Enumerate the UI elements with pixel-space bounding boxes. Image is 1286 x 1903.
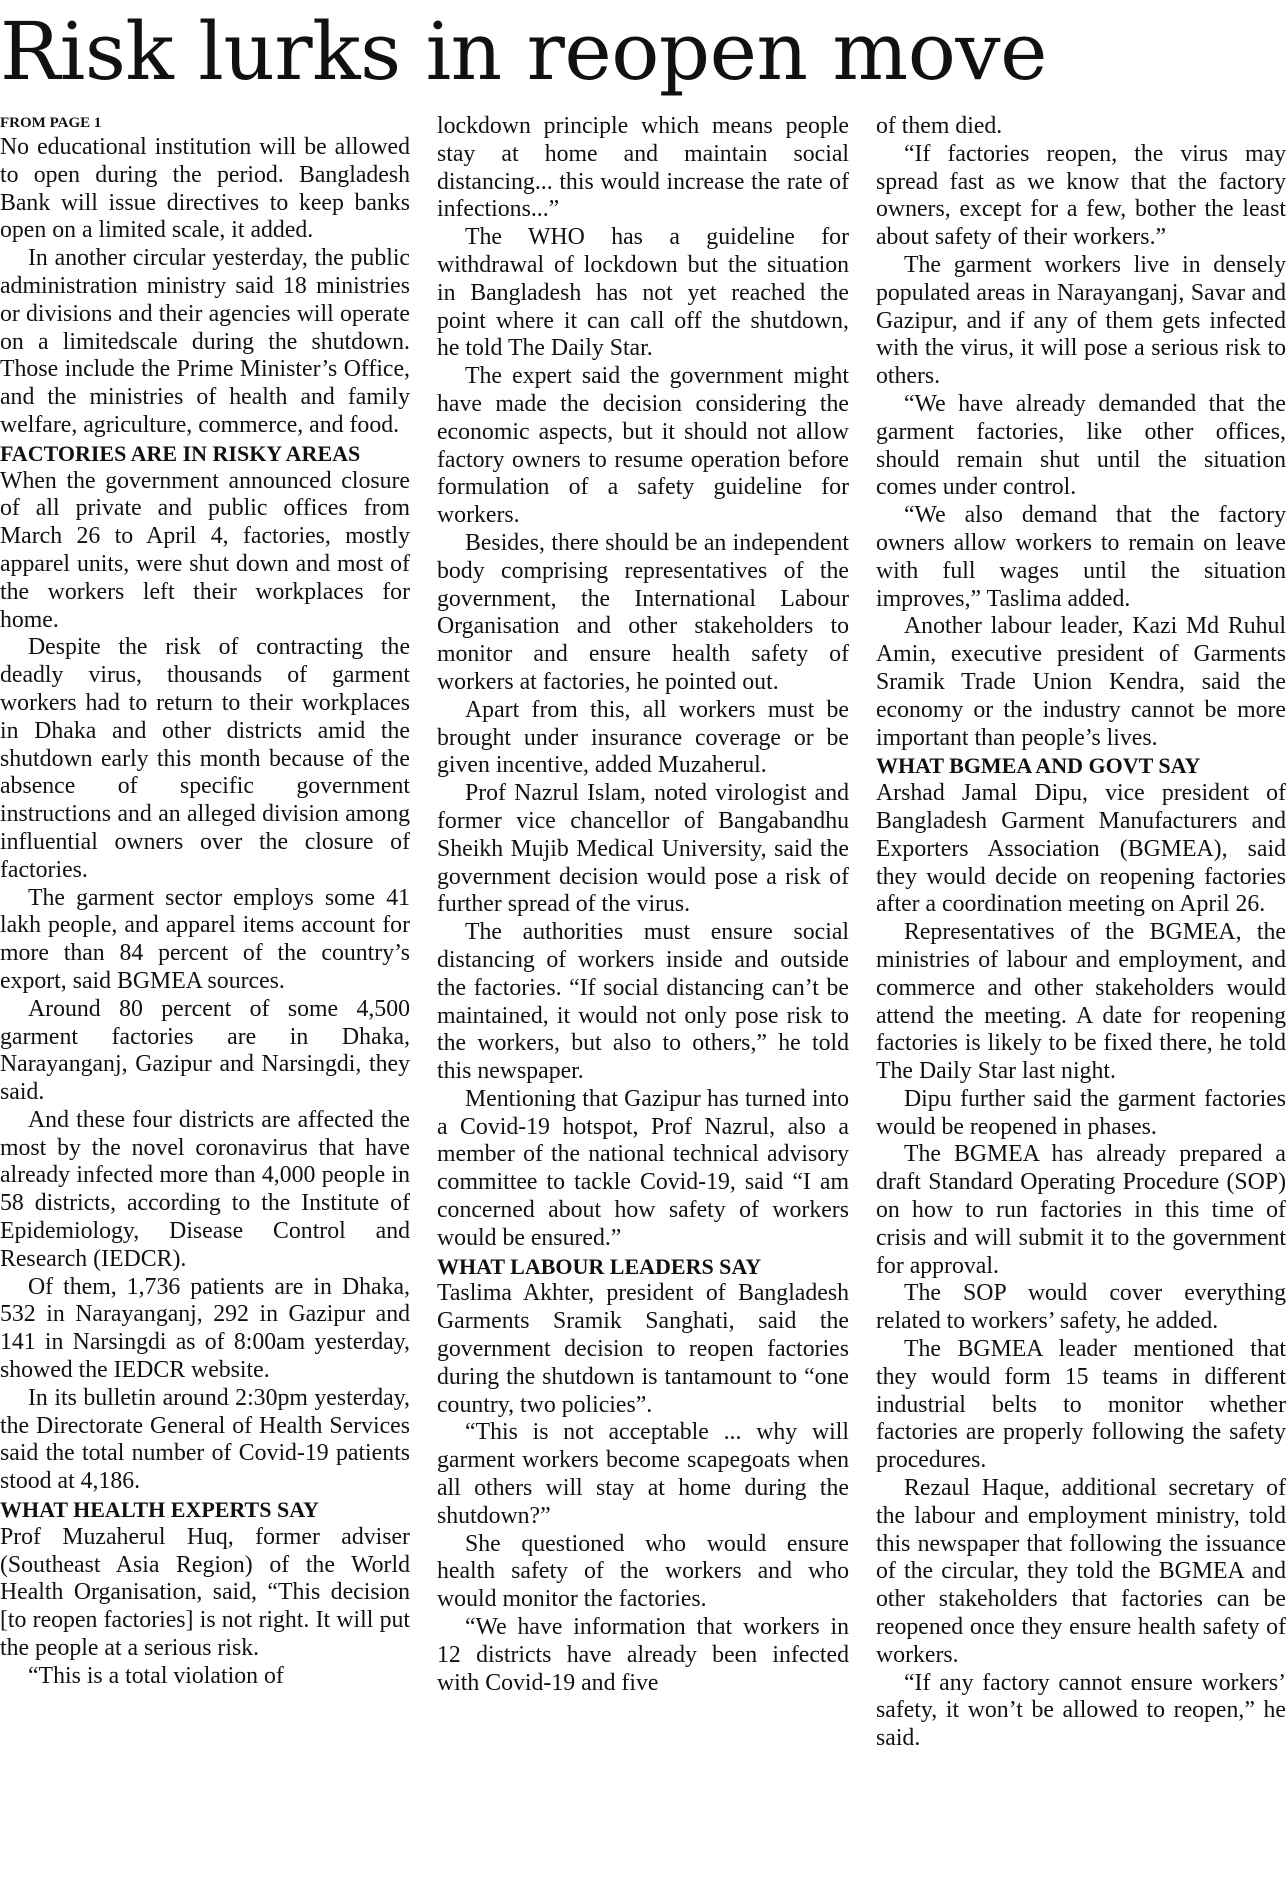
- paragraph: The BGMEA has already prepared a draft Standard Operating Procedure (SOP) on how to run factories in this time of crisis and will submit it to the government for approval.: [876, 1141, 1286, 1279]
- paragraph: lockdown principle which means people stay at home and maintain social distancing... this would increase the rate of infections...”: [437, 113, 849, 223]
- column-3: [876, 113, 1286, 1903]
- paragraph: The garment workers live in densely populated areas in Narayanganj, Savar and Gazipur, and if any of them gets infected with the virus, it will pose a serious risk to others.: [876, 251, 1286, 390]
- paragraph: The expert said the government might have made the decision considering the economic aspects, but it should not allow factory owners to resume operation before formulation of a safety guideline for workers.: [437, 363, 849, 529]
- paragraph: Prof Nazrul Islam, noted virologist and former vice chancellor of Bangabandhu Sheikh Mujib Medical University, said the government decision would pose a risk of further spread of the virus.: [437, 780, 849, 918]
- paragraph: No educational institution will be allowed to open during the period. Bangladesh Bank will issue directives to keep banks open on a limited scale, it added.: [0, 134, 410, 244]
- paragraph: Apart from this, all workers must be brought under insurance coverage or be given incentive, added Muzaherul.: [437, 696, 849, 779]
- paragraph: The WHO has a guideline for withdrawal of lockdown but the situation in Bangladesh has not yet reached the point where it can call off the shutdown, he told The Daily Star.: [437, 224, 849, 362]
- section-heading: FACTORIES ARE IN RISKY AREAS: [0, 440, 361, 466]
- paragraph: “We have information that workers in 12 districts have already been infected with Covid-19 and five: [437, 1614, 849, 1696]
- paragraph: “This is not acceptable ... why will garment workers become scapegoats when all others will stay at home during the shutdown?”: [437, 1419, 849, 1529]
- section-heading: WHAT BGMEA AND GOVT SAY: [876, 753, 1201, 779]
- paragraph: “If factories reopen, the virus may spread fast as we know that the factory owners, except for a few, bother the least about safety of their workers.”: [876, 140, 1286, 251]
- paragraph: Taslima Akhter, president of Bangladesh Garments Sramik Sanghati, said the government decision to reopen factories during the shutdown is tantamount to “one country, two policies”.: [437, 1280, 849, 1418]
- paragraph: The authorities must ensure social distancing of workers inside and outside the factories. “If social distancing can’t be maintained, it would not only pose risk to the workers, but also to others,” he told this newspaper.: [437, 919, 849, 1085]
- paragraph: The SOP would cover everything related to workers’ safety, he added.: [876, 1280, 1286, 1335]
- paragraph: The garment sector employs some 41 lakh people, and apparel items account for more than 84 percent of the country’s export, said BGMEA sources.: [0, 884, 410, 994]
- paragraph: In another circular yesterday, the public administration ministry said 18 ministries or divisions and their agencies will operate on a limitedscale during the shutdown. Those include the Prime Minister’s Office, and the ministries of health and family welfare, agriculture, commerce, and food.: [0, 245, 410, 438]
- paragraph: Representatives of the BGMEA, the ministries of labour and employment, and commerce and other stakeholders would attend the meeting. A date for reopening factories is likely to be fixed there, he told The Daily Star last night.: [876, 919, 1286, 1085]
- paragraph: of them died.: [876, 113, 1003, 139]
- paragraph: Another labour leader, Kazi Md Ruhul Amin, executive president of Garments Sramik Trade Union Kendra, said the economy or the industry cannot be more important than people’s lives.: [876, 613, 1286, 751]
- paragraph: “We also demand that the factory owners allow workers to remain on leave with full wages until the situation improves,” Taslima added.: [876, 502, 1286, 612]
- paragraph: Arshad Jamal Dipu, vice president of Bangladesh Garment Manufacturers and Exporters Association (BGMEA), said they would decide on reopening factories after a coordination meeting on April 26.: [876, 780, 1286, 918]
- paragraph: Besides, there should be an independent body comprising representatives of the government, the International Labour Organisation and other stakeholders to monitor and ensure health safety of workers at factories, he pointed out.: [437, 529, 849, 695]
- column-2: [437, 113, 849, 1903]
- paragraph: Of them, 1,736 patients are in Dhaka, 532 in Narayanganj, 292 in Gazipur and 141 in Narsingdi as of 8:00am yesterday, showed the IEDCR website.: [0, 1273, 410, 1384]
- paragraph: Prof Muzaherul Huq, former adviser (Southeast Asia Region) of the World Health Organisation, said, “This decision [to reopen factories] is not right. It will put the people at a serious risk.: [0, 1523, 410, 1662]
- paragraph: Rezaul Haque, additional secretary of the labour and employment ministry, told this newspaper that following the issuance of the circular, they told the BGMEA and other stakeholders that factories can be reopened once they ensure health safety of workers.: [876, 1475, 1286, 1668]
- paragraph: “If any factory cannot ensure workers’ safety, it won’t be allowed to reopen,” he said.: [876, 1669, 1286, 1752]
- section-heading: WHAT HEALTH EXPERTS SAY: [0, 1497, 319, 1523]
- paragraph: The BGMEA leader mentioned that they would form 15 teams in different industrial belts to monitor whether factories are properly following the safety procedures.: [876, 1336, 1286, 1474]
- paragraph: And these four districts are affected the most by the novel coronavirus that have already infected more than 4,000 people in 58 districts, according to the Institute of Epidemiology, Disease Control and Research (IEDCR).: [0, 1106, 410, 1272]
- paragraph: Dipu further said the garment factories would be reopened in phases.: [876, 1085, 1286, 1140]
- section-heading: WHAT LABOUR LEADERS SAY: [437, 1253, 762, 1279]
- article-columns: [0, 113, 1286, 1903]
- paragraph: “This is a total violation of: [28, 1662, 284, 1689]
- from-page-label: FROM PAGE 1: [0, 115, 102, 131]
- headline: Risk lurks in reopen move: [0, 5, 1047, 98]
- paragraph: Mentioning that Gazipur has turned into a Covid-19 hotspot, Prof Nazrul, also a member of the national technical advisory committee to tackle Covid-19, said “I am concerned about how safety of workers would be ensured.”: [437, 1085, 849, 1251]
- paragraph: “We have already demanded that the garment factories, like other offices, should remain shut until the situation comes under control.: [876, 390, 1286, 501]
- paragraph: When the government announced closure of all private and public offices from March 26 to April 4, factories, mostly apparel units, were shut down and most of the workers left their workplaces for home.: [0, 467, 410, 633]
- paragraph: Around 80 percent of some 4,500 garment factories are in Dhaka, Narayanganj, Gazipur and Narsingdi, they said.: [0, 995, 410, 1106]
- paragraph: She questioned who would ensure health safety of the workers and who would monitor the factories.: [437, 1530, 849, 1613]
- paragraph: In its bulletin around 2:30pm yesterday, the Directorate General of Health Services said the total number of Covid-19 patients stood at 4,186.: [0, 1384, 410, 1495]
- column-1: [0, 113, 410, 1903]
- paragraph: Despite the risk of contracting the deadly virus, thousands of garment workers had to return to their workplaces in Dhaka and other districts amid the shutdown early this month because of the absence of specific government instructions and an alleged division among influential owners over the closure of factories.: [0, 634, 410, 883]
